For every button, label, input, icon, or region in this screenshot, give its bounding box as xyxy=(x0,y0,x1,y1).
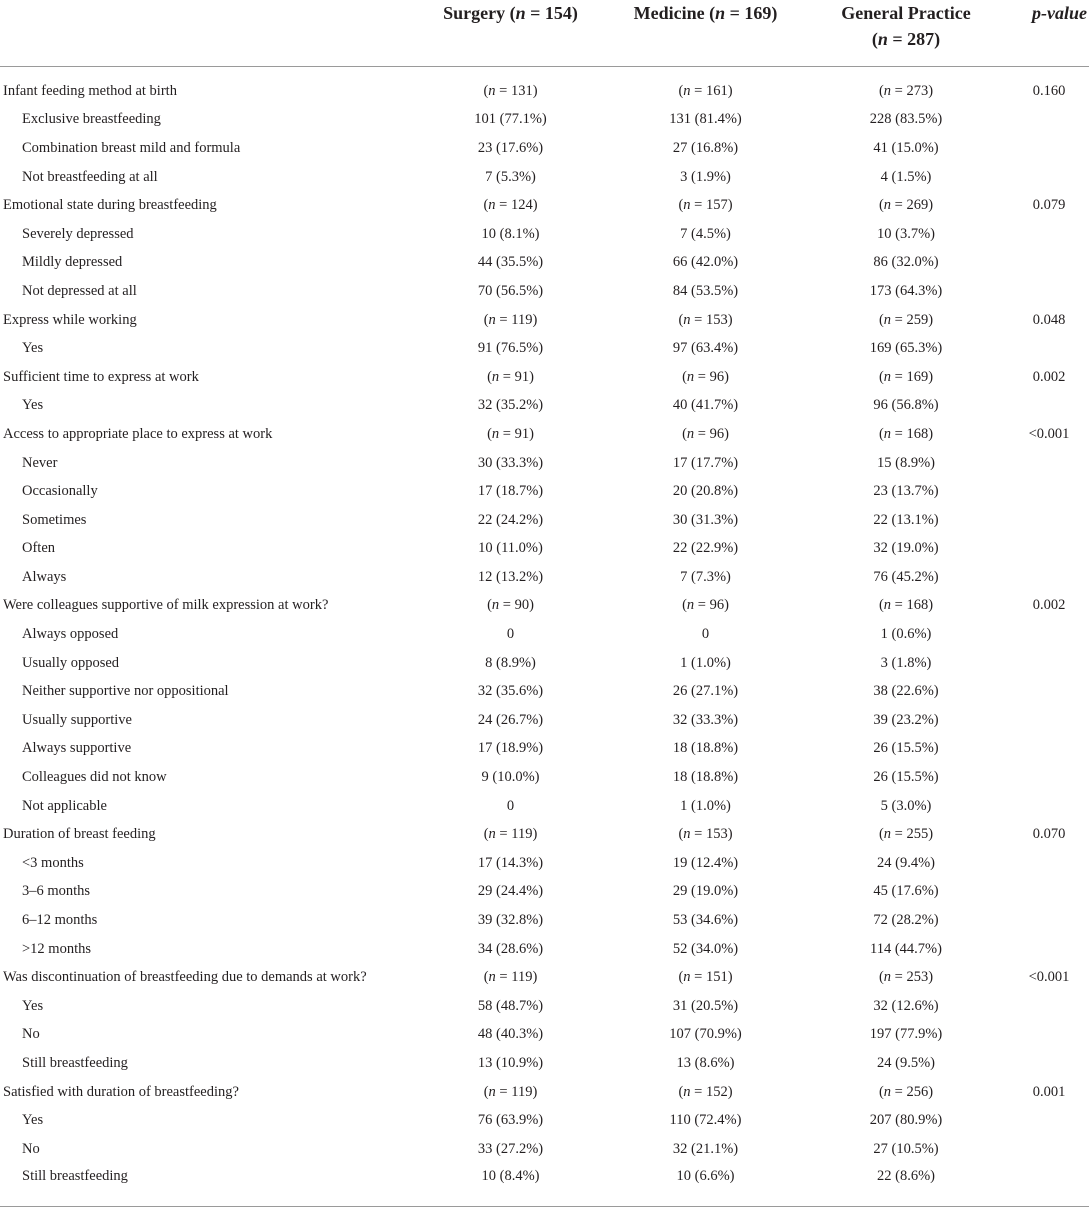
cell-c2: 10 (6.6%) xyxy=(608,1164,803,1207)
cell-n-value: 119 xyxy=(511,311,533,328)
cell-n-value: 119 xyxy=(511,969,533,986)
cell-c3: 15 (8.9%) xyxy=(877,454,935,471)
cell-p-value xyxy=(1009,706,1089,735)
cell-c2: 32 (33.3%) xyxy=(672,711,739,728)
cell-c3: (n = 255) xyxy=(878,826,934,843)
cell-n-value: 256 xyxy=(906,1083,929,1100)
cell-n-value: 255 xyxy=(906,826,929,843)
cell-p-value xyxy=(1009,649,1089,678)
row-label: Not breastfeeding at all xyxy=(22,168,158,185)
row-label: Sufficient time to express at work xyxy=(3,368,199,385)
cell-c1: (n = 119) xyxy=(483,969,538,986)
header-medicine-name: Medicine xyxy=(633,3,705,23)
header-medicine: Medicine (n = 169) xyxy=(608,0,803,67)
cell-c3: 26 (15.5%) xyxy=(873,740,939,757)
cell-c3: 41 (15.0%) xyxy=(873,139,939,156)
cell-c3: 32 (12.6%) xyxy=(873,997,939,1014)
table-row-group xyxy=(0,363,1089,392)
cell-c2: 0 xyxy=(701,626,710,643)
cell-p-value: 0.001 xyxy=(1032,1083,1066,1100)
cell-c1: (n = 91) xyxy=(487,425,534,442)
row-label: Emotional state during breastfeeding xyxy=(3,197,217,214)
cell-c1: 24 (26.7%) xyxy=(477,711,544,728)
cell-c3: 22 (13.1%) xyxy=(873,511,939,528)
cell-c2: (n = 157) xyxy=(678,197,733,214)
cell-c1: 23 (17.6%) xyxy=(477,139,544,156)
cell-c3: 76 (45.2%) xyxy=(873,568,939,585)
table-row xyxy=(0,706,1089,735)
table-row xyxy=(0,106,1089,135)
table-row xyxy=(0,878,1089,907)
cell-c2: (n = 153) xyxy=(678,311,733,328)
cell-p-value xyxy=(1009,163,1089,192)
table-row xyxy=(0,763,1089,792)
row-label: Infant feeding method at birth xyxy=(3,82,177,99)
cell-c1: (n = 119) xyxy=(483,826,538,843)
cell-c1: 32 (35.2%) xyxy=(477,397,544,414)
table-row xyxy=(0,449,1089,478)
cell-c3: 1 (0.6%) xyxy=(880,626,932,643)
table-row xyxy=(0,1164,1089,1207)
cell-n-value: 124 xyxy=(510,197,533,214)
cell-p-value xyxy=(1009,1021,1089,1050)
cell-c1: 8 (8.9%) xyxy=(485,654,536,671)
cell-c2: (n = 151) xyxy=(678,969,733,986)
cell-c2: 7 (4.5%) xyxy=(680,225,731,242)
table-row xyxy=(0,249,1089,278)
row-label: Always xyxy=(22,568,67,585)
row-label: Was discontinuation of breastfeeding due to demands at work? xyxy=(3,969,367,986)
cell-n-value: 169 xyxy=(906,368,929,385)
cell-c1: 44 (35.5%) xyxy=(477,254,544,271)
table-row xyxy=(0,506,1089,535)
cell-c3: 23 (13.7%) xyxy=(873,483,939,500)
row-label: Neither supportive nor oppositional xyxy=(22,683,229,700)
cell-c1: 22 (24.2%) xyxy=(477,511,544,528)
row-label: Satisfied with duration of breastfeeding? xyxy=(3,1083,239,1100)
cell-c1: 76 (63.9%) xyxy=(477,1112,544,1129)
cell-n-value: 153 xyxy=(705,826,728,843)
row-label: Often xyxy=(22,540,56,557)
row-label: 3–6 months xyxy=(22,883,91,900)
cell-p-value xyxy=(1009,1164,1089,1207)
table-row-group xyxy=(0,1078,1089,1107)
cell-c2: 30 (31.3%) xyxy=(672,511,739,528)
cell-c2: (n = 96) xyxy=(682,368,729,385)
cell-c2: 32 (21.1%) xyxy=(672,1140,739,1157)
cell-n-value: 91 xyxy=(514,368,530,385)
cell-c3: 173 (64.3%) xyxy=(869,282,943,299)
cell-c2: 26 (27.1%) xyxy=(672,683,739,700)
row-label: Always supportive xyxy=(22,740,132,757)
table-row xyxy=(0,134,1089,163)
cell-p-value: <0.001 xyxy=(1028,969,1070,986)
cell-c1: 32 (35.6%) xyxy=(477,683,544,700)
row-label: No xyxy=(22,1026,40,1043)
header-surgery: Surgery (n = 154) xyxy=(413,0,608,67)
row-label: Yes xyxy=(22,340,44,357)
cell-c1: (n = 90) xyxy=(487,597,534,614)
row-label: No xyxy=(22,1140,40,1157)
row-label: Yes xyxy=(22,397,44,414)
cell-c2: (n = 96) xyxy=(682,597,729,614)
row-label: Still breastfeeding xyxy=(22,1054,128,1071)
row-label: >12 months xyxy=(22,940,92,957)
cell-c1: 58 (48.7%) xyxy=(477,997,544,1014)
table-row xyxy=(0,849,1089,878)
cell-c2: 18 (18.8%) xyxy=(672,740,739,757)
row-label: Duration of breast feeding xyxy=(3,826,156,843)
cell-n-value: 157 xyxy=(705,197,728,214)
cell-p-value xyxy=(1009,735,1089,764)
cell-p-value xyxy=(1009,878,1089,907)
table-row-group xyxy=(0,420,1089,449)
row-label: Not applicable xyxy=(22,797,107,814)
cell-n-value: 168 xyxy=(906,597,929,614)
cell-n-value: 253 xyxy=(906,969,929,986)
cell-c2: 107 (70.9%) xyxy=(669,1026,742,1043)
cell-c1: 10 (8.1%) xyxy=(481,225,540,242)
cell-p-value xyxy=(1009,906,1089,935)
cell-c1: 70 (56.5%) xyxy=(477,282,544,299)
table-row-group xyxy=(0,191,1089,220)
table-row-group xyxy=(0,820,1089,849)
table-row-group xyxy=(0,306,1089,335)
table-row xyxy=(0,992,1089,1021)
cell-n-value: 131 xyxy=(510,82,533,99)
cell-p-value: 0.160 xyxy=(1032,82,1066,99)
cell-p-value: <0.001 xyxy=(1028,425,1070,442)
row-label: Severely depressed xyxy=(22,225,134,242)
cell-p-value xyxy=(1009,1135,1089,1164)
cell-c1: 48 (40.3%) xyxy=(477,1026,544,1043)
cell-p-value xyxy=(1009,677,1089,706)
cell-c3: 72 (28.2%) xyxy=(873,912,939,929)
cell-c2: 20 (20.8%) xyxy=(672,483,739,500)
cell-c3: 32 (19.0%) xyxy=(873,540,939,557)
row-label: Still breastfeeding xyxy=(0,1164,413,1207)
cell-p-value xyxy=(1009,334,1089,363)
table-row xyxy=(0,1106,1089,1135)
cell-c2: 27 (16.8%) xyxy=(672,139,739,156)
cell-n-value: 119 xyxy=(511,826,533,843)
cell-c3: (n = 169) xyxy=(878,368,934,385)
cell-p-value: 0.002 xyxy=(1032,368,1066,385)
cell-c1: (n = 91) xyxy=(487,368,534,385)
cell-p-value xyxy=(1009,1049,1089,1078)
cell-p-value xyxy=(1009,506,1089,535)
table-row-group xyxy=(0,592,1089,621)
cell-c2: 40 (41.7%) xyxy=(672,397,739,414)
cell-p-value xyxy=(1009,106,1089,135)
cell-c2: 131 (81.4%) xyxy=(669,111,742,128)
cell-c2: 84 (53.5%) xyxy=(672,282,739,299)
cell-c3: 197 (77.9%) xyxy=(869,1026,943,1043)
cell-c3: (n = 259) xyxy=(878,311,934,328)
cell-c1: 101 (77.1%) xyxy=(474,111,547,128)
cell-c1: 29 (24.4%) xyxy=(477,883,544,900)
row-label: Sometimes xyxy=(22,511,87,528)
table-row xyxy=(0,477,1089,506)
cell-c2: 18 (18.8%) xyxy=(672,769,739,786)
header-gp-n: 287 xyxy=(907,29,935,49)
row-label: Mildly depressed xyxy=(22,254,123,271)
cell-c3: 228 (83.5%) xyxy=(869,111,943,128)
cell-n-value: 152 xyxy=(705,1083,728,1100)
cell-p-value xyxy=(1009,992,1089,1021)
cell-c2: 13 (8.6%) xyxy=(676,1054,735,1071)
cell-n-value: 90 xyxy=(514,597,530,614)
cell-c1: 33 (27.2%) xyxy=(477,1140,544,1157)
row-label: Exclusive breastfeeding xyxy=(22,111,161,128)
row-label: Usually opposed xyxy=(22,654,120,671)
cell-c1: 91 (76.5%) xyxy=(477,340,544,357)
cell-c3: 114 (44.7%) xyxy=(870,940,942,957)
table-row xyxy=(0,649,1089,678)
cell-p-value xyxy=(1009,220,1089,249)
header-p-value-label: p-value xyxy=(1032,3,1087,23)
table-row xyxy=(0,535,1089,564)
header-variable xyxy=(0,0,413,67)
row-label: Access to appropriate place to express at work xyxy=(3,425,273,442)
cell-c2: 7 (7.3%) xyxy=(680,568,731,585)
row-label: Express while working xyxy=(3,311,137,328)
table-row xyxy=(0,1021,1089,1050)
cell-n-value: 269 xyxy=(906,197,929,214)
cell-p-value xyxy=(1009,935,1089,964)
cell-n-value: 96 xyxy=(709,368,725,385)
row-label: Not depressed at all xyxy=(22,282,137,299)
row-label: Occasionally xyxy=(22,483,98,500)
cell-c2: (n = 153) xyxy=(678,826,733,843)
cell-c1: 0 xyxy=(506,626,515,643)
cell-c1: 9 (10.0%) xyxy=(481,769,540,786)
cell-c3: (n = 269) xyxy=(878,197,934,214)
cell-p-value xyxy=(1009,477,1089,506)
cell-p-value xyxy=(1009,849,1089,878)
cell-c3: 27 (10.5%) xyxy=(873,1140,939,1157)
cell-c3: (n = 168) xyxy=(878,425,934,442)
cell-c2: 52 (34.0%) xyxy=(672,940,739,957)
header-general-practice: General Practice (n = 287) xyxy=(803,0,1009,67)
cell-c2: 1 (1.0%) xyxy=(680,654,731,671)
cell-n-value: 259 xyxy=(906,311,929,328)
cell-c1: 10 (8.4%) xyxy=(413,1164,608,1207)
table-row xyxy=(0,735,1089,764)
cell-p-value xyxy=(1009,249,1089,278)
table-row xyxy=(0,563,1089,592)
cell-n-value: 161 xyxy=(705,82,728,99)
table-row xyxy=(0,1049,1089,1078)
cell-p-value xyxy=(1009,620,1089,649)
cell-n-value: 96 xyxy=(709,597,725,614)
cell-p-value xyxy=(1009,792,1089,821)
table-row xyxy=(0,677,1089,706)
cell-p-value xyxy=(1009,134,1089,163)
cell-p-value xyxy=(1009,449,1089,478)
cell-c1: (n = 119) xyxy=(483,311,538,328)
cell-c1: 0 xyxy=(506,797,515,814)
cell-p-value xyxy=(1009,1106,1089,1135)
cell-c2: 19 (12.4%) xyxy=(672,854,739,871)
cell-c2: 53 (34.6%) xyxy=(672,912,739,929)
row-label: Never xyxy=(22,454,58,471)
cell-n-value: 153 xyxy=(705,311,728,328)
cell-p-value: 0.002 xyxy=(1032,597,1066,614)
table-row xyxy=(0,220,1089,249)
cell-c2: (n = 96) xyxy=(682,425,729,442)
table-row-group xyxy=(0,67,1089,106)
cell-c1: (n = 119) xyxy=(483,1083,538,1100)
table-row xyxy=(0,1135,1089,1164)
cell-n-value: 96 xyxy=(709,425,725,442)
cell-c1: (n = 124) xyxy=(483,197,538,214)
table-row xyxy=(0,792,1089,821)
cell-c1: 34 (28.6%) xyxy=(477,940,544,957)
cell-c1: 10 (11.0%) xyxy=(478,540,543,557)
table-row xyxy=(0,277,1089,306)
cell-c3: (n = 253) xyxy=(878,969,934,986)
cell-n-value: 151 xyxy=(705,969,728,986)
table-row xyxy=(0,163,1089,192)
cell-p-value: 0.079 xyxy=(1032,197,1066,214)
cell-p-value xyxy=(1009,763,1089,792)
header-surgery-name: Surgery xyxy=(443,3,506,23)
cell-c2: 29 (19.0%) xyxy=(672,883,739,900)
header-p-value xyxy=(1009,0,1089,67)
cell-c1: 39 (32.8%) xyxy=(477,912,544,929)
cell-c3: 38 (22.6%) xyxy=(873,683,939,700)
cell-c3: (n = 256) xyxy=(878,1083,934,1100)
cell-p-value xyxy=(1009,277,1089,306)
cell-n-value: 91 xyxy=(514,425,530,442)
cell-p-value: 0.048 xyxy=(1032,311,1066,328)
cell-c2: (n = 161) xyxy=(678,82,733,99)
row-label: 6–12 months xyxy=(22,912,98,929)
cell-c3: 5 (3.0%) xyxy=(880,797,932,814)
cell-c2: 97 (63.4%) xyxy=(672,340,739,357)
cell-c3: (n = 168) xyxy=(878,597,934,614)
cell-c2: 31 (20.5%) xyxy=(672,997,739,1014)
table-header xyxy=(0,0,1089,67)
cell-c3: (n = 273) xyxy=(878,82,934,99)
cell-c3: 39 (23.2%) xyxy=(873,711,939,728)
cell-n-value: 273 xyxy=(906,82,929,99)
table-body xyxy=(0,67,1089,1207)
table-row xyxy=(0,334,1089,363)
cell-p-value xyxy=(1009,563,1089,592)
cell-c3: 24 (9.5%) xyxy=(877,1054,935,1071)
row-label: <3 months xyxy=(22,854,84,871)
row-label: Usually supportive xyxy=(22,711,132,728)
cell-c3: 22 (8.6%) xyxy=(803,1164,1009,1207)
cell-p-value xyxy=(1009,392,1089,421)
cell-c3: 207 (80.9%) xyxy=(869,1112,943,1129)
cell-c3: 169 (65.3%) xyxy=(869,340,943,357)
cell-c2: 110 (72.4%) xyxy=(669,1112,742,1129)
cell-c3: 86 (32.0%) xyxy=(873,254,939,271)
row-label: Yes xyxy=(22,1112,44,1129)
cell-c1: 17 (18.9%) xyxy=(477,740,544,757)
table-row xyxy=(0,620,1089,649)
cell-c1: 12 (13.2%) xyxy=(477,568,544,585)
cell-c3: 3 (1.8%) xyxy=(880,654,932,671)
cell-c2: (n = 152) xyxy=(678,1083,733,1100)
row-label: Were colleagues supportive of milk expression at work? xyxy=(3,597,329,614)
cell-c1: 30 (33.3%) xyxy=(477,454,544,471)
row-label: Colleagues did not know xyxy=(22,769,167,786)
cell-p-value xyxy=(1009,535,1089,564)
table-row xyxy=(0,392,1089,421)
cell-c3: 24 (9.4%) xyxy=(877,854,935,871)
row-label: Yes xyxy=(22,997,44,1014)
cell-c3: 45 (17.6%) xyxy=(873,883,939,900)
cell-c1: 17 (18.7%) xyxy=(477,483,544,500)
row-label: Combination breast mild and formula xyxy=(22,139,241,156)
cell-c3: 26 (15.5%) xyxy=(873,769,939,786)
cell-n-value: 168 xyxy=(906,425,929,442)
cell-p-value: 0.070 xyxy=(1032,826,1066,843)
header-gp-name: General Practice xyxy=(841,3,971,23)
cell-c1: 17 (14.3%) xyxy=(477,854,544,871)
cell-c2: 3 (1.9%) xyxy=(680,168,731,185)
cell-c2: 66 (42.0%) xyxy=(672,254,739,271)
header-medicine-n: 169 xyxy=(744,3,772,23)
cell-n-value: 119 xyxy=(511,1083,533,1100)
cell-c3: 10 (3.7%) xyxy=(877,225,935,242)
cell-c2: 1 (1.0%) xyxy=(680,797,731,814)
cell-c1: (n = 131) xyxy=(483,82,538,99)
header-surgery-n: 154 xyxy=(544,3,572,23)
table-row xyxy=(0,935,1089,964)
row-label: Always opposed xyxy=(22,626,119,643)
table-row xyxy=(0,906,1089,935)
cell-c1: 7 (5.3%) xyxy=(485,168,536,185)
cell-c1: 13 (10.9%) xyxy=(477,1054,544,1071)
cell-c2: 22 (22.9%) xyxy=(672,540,739,557)
cell-c2: 17 (17.7%) xyxy=(672,454,739,471)
table-row-group xyxy=(0,963,1089,992)
cell-c3: 4 (1.5%) xyxy=(880,168,932,185)
cell-c3: 96 (56.8%) xyxy=(873,397,939,414)
